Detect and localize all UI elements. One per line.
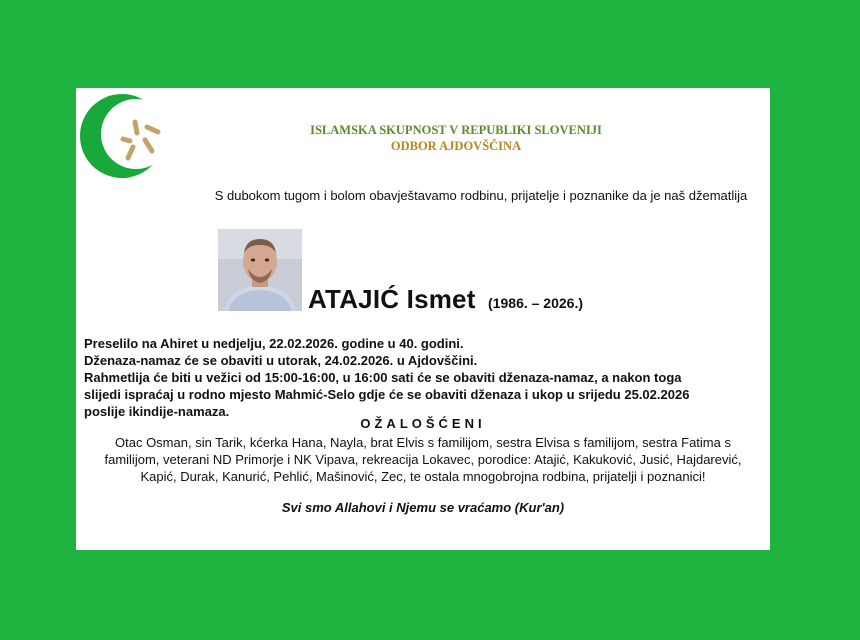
deceased-name: ATAJIĆ Ismet (308, 284, 476, 314)
deceased-photo (218, 229, 302, 311)
closing-quote: Svi smo Allahovi i Njemu se vraćamo (Kur'an) (281, 500, 565, 515)
intro-text: S dubokom tugom i bolom obavještavamo rodbinu, prijatelje i poznanike da je naš džematlija (214, 188, 748, 203)
mourners-list: Otac Osman, sin Tarik, kćerka Hana, Nayla, brat Elvis s familijom, sestra Elvisa s familijom, sestra Fatima s familijom, veterani ND Primorje i NK Vipava, rekreacija Lokavec, porodice: Atajić, Kakuković, Jusić, Hajdarević, Kapić, Durak, Kanurić, Pehlić, Mašinović, Zec, te ostala mnogobrojna rodbina, prijatelji i poznanici! (104, 435, 742, 484)
details-line: poslije ikindije-namaza. (84, 404, 230, 419)
details-line: Dženaza-namaz će se obaviti u utorak, 24.02.2026. u Ajdovščini. (84, 353, 478, 368)
details-line: Rahmetlija će biti u vežici od 15:00-16:00, u 16:00 sati će se obaviti dženaza-namaz, a nakon toga (84, 370, 682, 385)
org-name: ISLAMSKA SKUPNOST V REPUBLIKI SLOVENIJI (310, 123, 602, 137)
mourners-title: OŽALOŠĆENI (360, 416, 486, 431)
details-line: slijedi ispraćaj u rodno mjesto Mahmić-Selo gdje će se obaviti dženaza i ukop u srijedu 25.02.2026 (84, 387, 690, 402)
deceased-years: (1986. – 2026.) (488, 295, 584, 311)
obituary-card (76, 88, 770, 550)
organization-header (276, 122, 636, 154)
details-line: Preselilo na Ahiret u nedjelju, 22.02.2026. godine u 40. godini. (84, 336, 464, 351)
deceased-name-line (308, 284, 583, 315)
crescent-logo-icon (78, 92, 162, 180)
org-branch: ODBOR AJDOVŠČINA (390, 139, 522, 153)
funeral-details (84, 335, 770, 420)
portrait-image (218, 229, 302, 311)
